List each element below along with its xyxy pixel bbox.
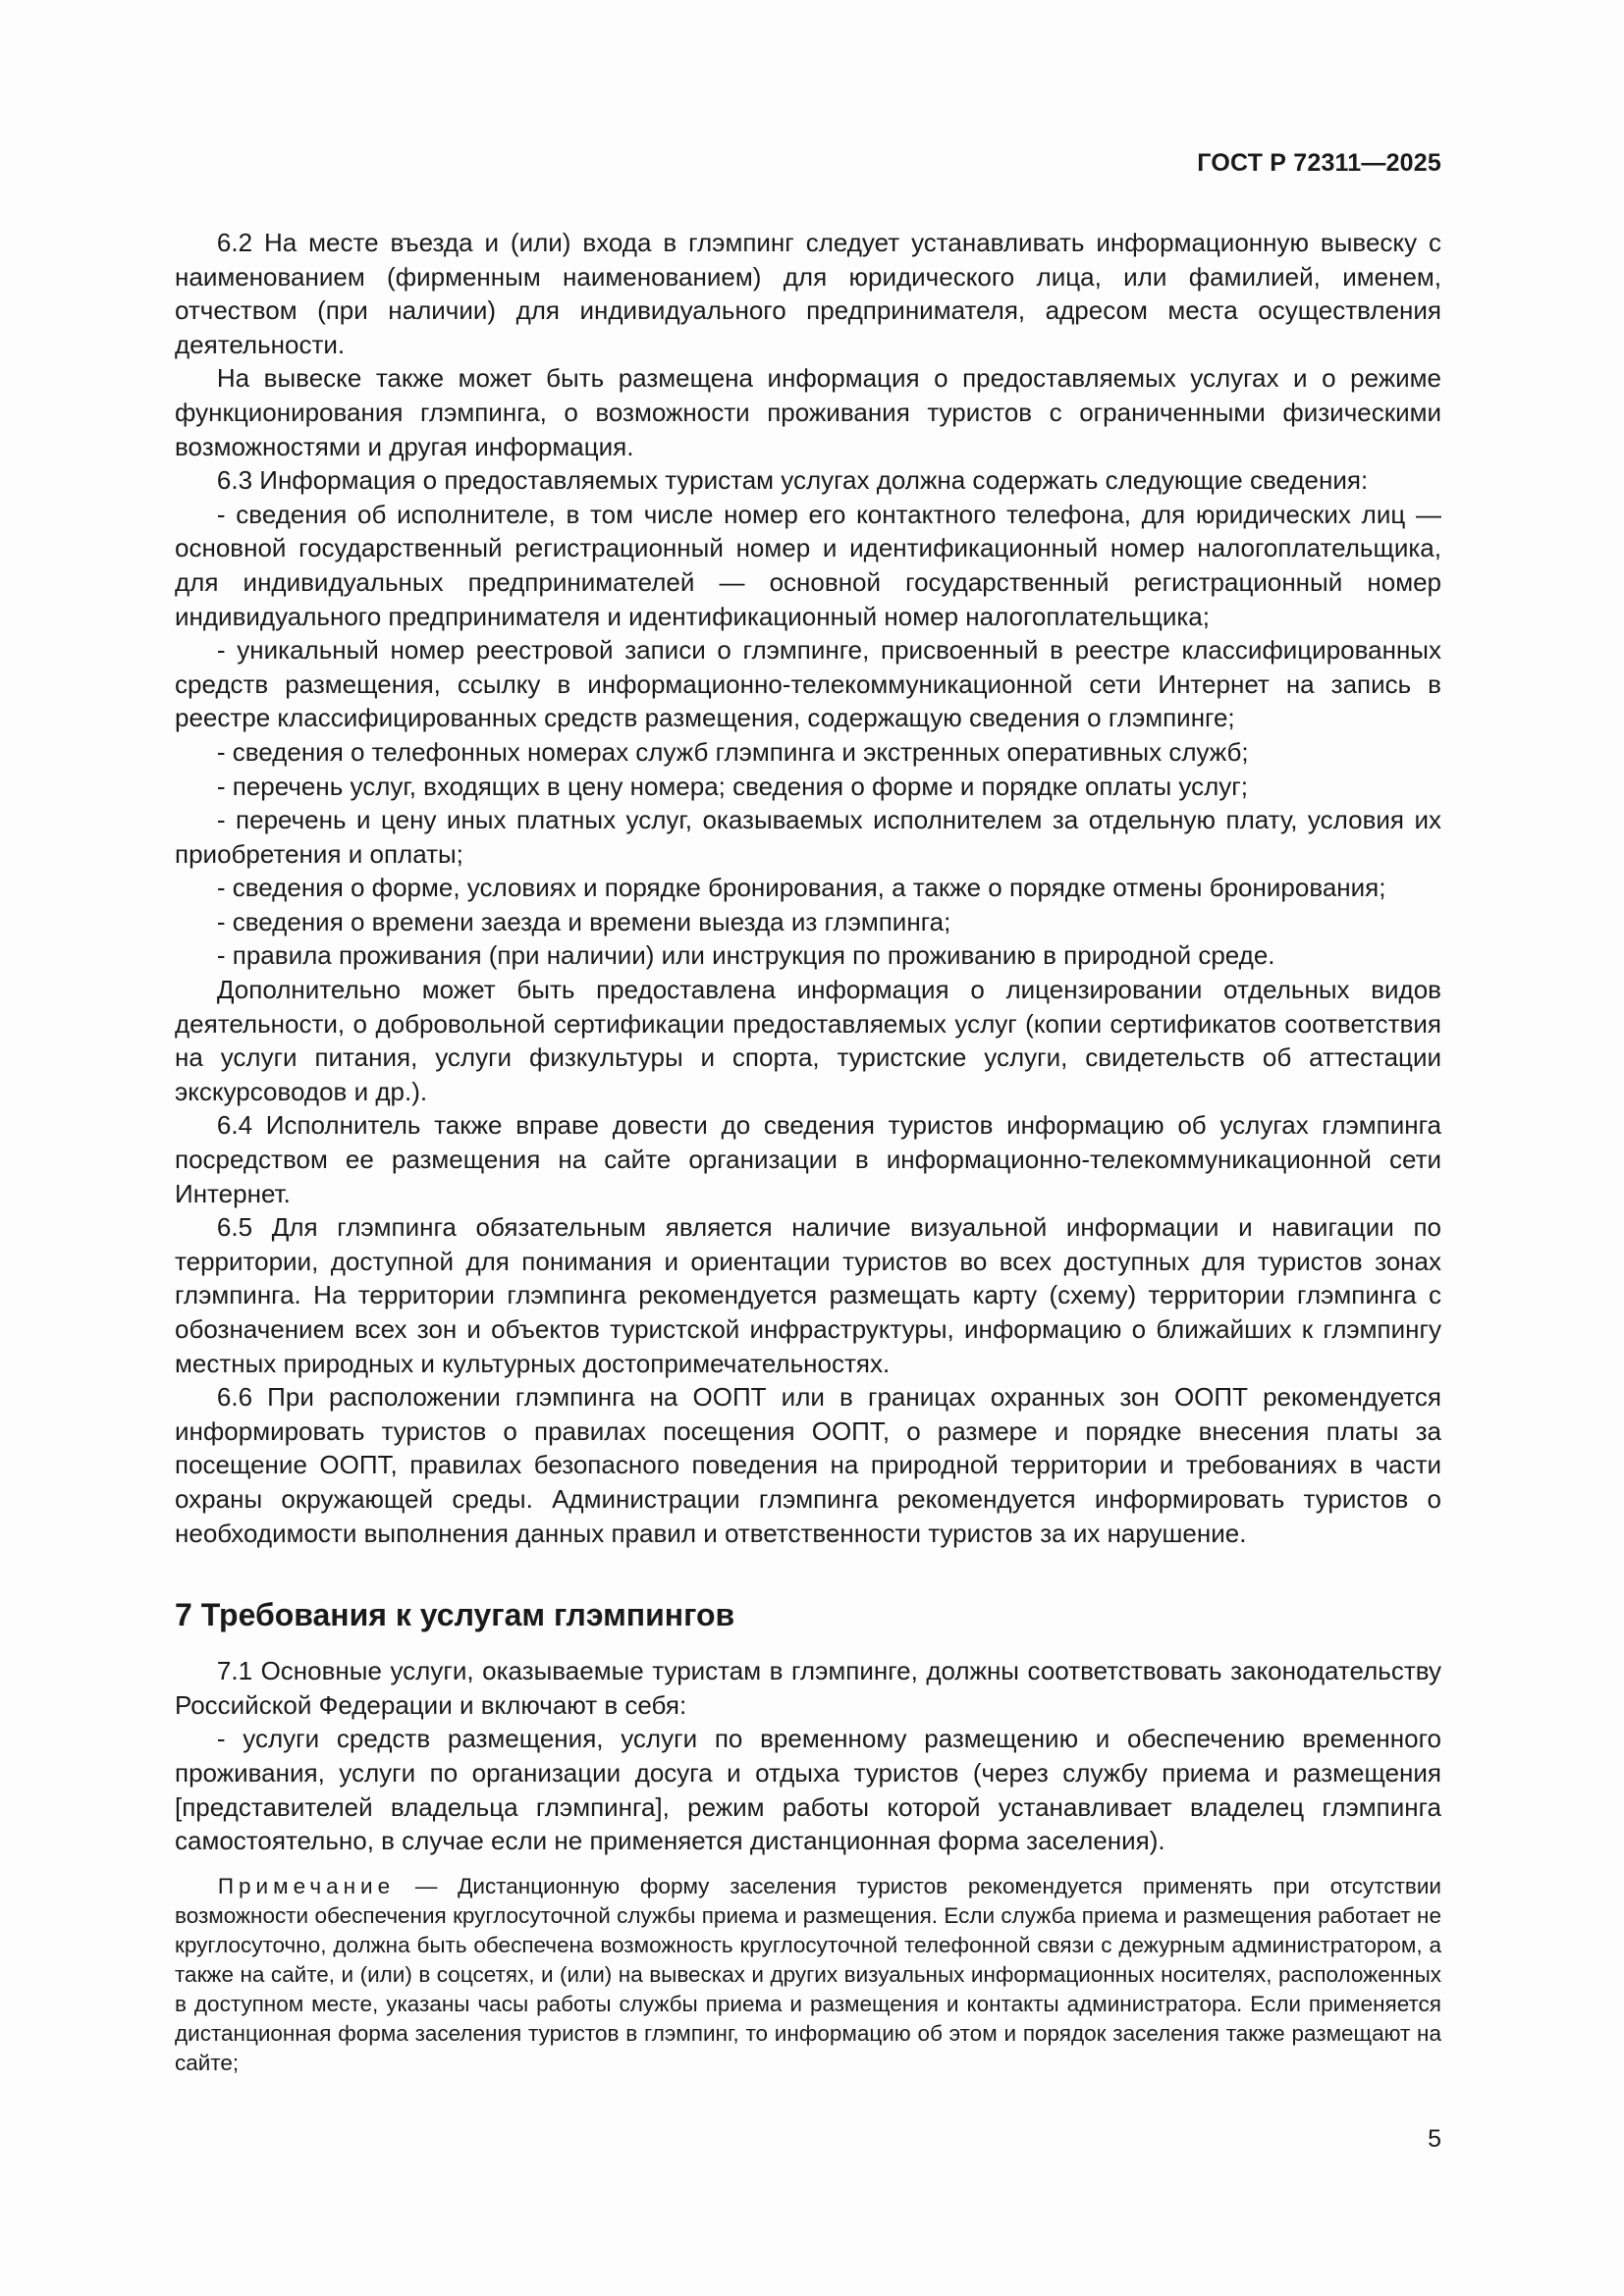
list-item: - сведения об исполнителе, в том числе номер его контактного телефона, для юридических лиц — основной государственный регистрационный номер и идентификационный номер налогоплательщика, для индивидуальных предпринимателей — основной государственный регистрационный номер индивидуального предпринимателя и идентификационный номер налогоплательщика; [175, 499, 1441, 631]
document-code: ГОСТ Р 72311—2025 [1197, 149, 1441, 177]
paragraph-6-2: 6.2 На месте въезда и (или) входа в глэмпинг следует устанавливать информационную вывеску с наименованием (фирменным наименованием) для юридического лица, или фамилией, именем, отчеством (при наличии) для индивидуального предпринимателя, адресом места осуществления деятельности. [175, 228, 1441, 359]
document-body [175, 226, 1441, 2078]
note-label: Примечание [217, 1873, 396, 1898]
paragraph-6-4: 6.4 Исполнитель также вправе довести до сведения туристов информацию об услугах глэмпинга посредством ее размещения на сайте организации в информационно-телекоммуникационной сети Интернет. [175, 1110, 1441, 1208]
paragraph-6-6: 6.6 При расположении глэмпинга на ООПТ или в границах охранных зон ООПТ рекомендуется информировать туристов о правилах посещения ООПТ, о размере и порядке внесения платы за посещение ООПТ, правилах безопасного поведения на природной территории и требованиях в части охраны окружающей среды. Администрации глэмпинга рекомендуется информировать туристов о необходимости выполнения данных правил и ответственности туристов за их нарушение. [175, 1382, 1441, 1548]
list-item: - уникальный номер реестровой записи о глэмпинге, присвоенный в реестре классифицированных средств размещения, ссылку в информационно-телекоммуникационной сети Интернет на запись в реестре классифицированных средств размещения, содержащую сведения о глэмпинге; [175, 635, 1441, 733]
paragraph-7-1: 7.1 Основные услуги, оказываемые туристам в глэмпинге, должны соответствовать законодательству Российской Федерации и включают в себя: [175, 1656, 1441, 1720]
note-text: — Дистанционную форму заселения туристов рекомендуется применять при отсутствии возможности обеспечения круглосуточной службы приема и размещения. Если служба приема и размещения работает не круглосуточно, должна быть обеспечена возможность круглосуточной телефонной связи с дежурным администратором, а также на сайте, и (или) в соцсетях, и (или) на вывесках и других визуальных информационных носителях, расположенных в доступном месте, указаны часы работы службы приема и размещения и контакты администратора. Если применяется дистанционная форма заселения туристов в глэмпинг, то информацию об этом и порядок заселения также размещают на сайте; [175, 1873, 1441, 2075]
paragraph-6-5: 6.5 Для глэмпинга обязательным является наличие визуальной информации и навигации по территории, доступной для понимания и ориентации туристов во всех доступных для туристов зонах глэмпинга. На территории глэмпинга рекомендуется размещать карту (схему) территории глэмпинга с обозначением всех зон и объектов туристской инфраструктуры, информацию о ближайших к глэмпингу местных природных и культурных достопримечательностях. [175, 1212, 1441, 1378]
list-item: - перечень и цену иных платных услуг, оказываемых исполнителем за отдельную плату, условия их приобретения и оплаты; [175, 805, 1441, 869]
list-item: - сведения о телефонных номерах служб глэмпинга и экстренных оперативных служб; [216, 736, 1249, 767]
paragraph-6-3: 6.3 Информация о предоставляемых туристам услугах должна содержать следующие сведения: [216, 465, 1369, 496]
paragraph-6-3-additional: Дополнительно может быть предоставлена информация о лицензировании отдельных видов деятельности, о добровольной сертификации предоставляемых услуг (копии сертификатов соответствия на услуги питания, услуги физкультуры и спорта, туристские услуги, свидетельств об аттестации экскурсоводов и др.). [175, 975, 1441, 1106]
list-item: - сведения о форме, условиях и порядке бронирования, а также о порядке отмены бронирования; [216, 873, 1386, 903]
page-number: 5 [1428, 2125, 1441, 2153]
paragraph-6-2-continuation: На вывеске также может быть размещена информация о предоставляемых услугах и о режиме функционирования глэмпинга, о возможности проживания туристов с ограниченными физическими возможностями и другая информация. [175, 363, 1441, 461]
list-item: - услуги средств размещения, услуги по временному размещению и обеспечению временного проживания, услуги по организации досуга и отдыха туристов (через службу приема и размещения [представителей владельца глэмпинга], режим работы которой устанавливает владелец глэмпинга самостоятельно, в случае если не применяется дистанционная форма заселения). [175, 1724, 1441, 1856]
list-item: - перечень услуг, входящих в цену номера; сведения о форме и порядке оплаты услуг; [216, 771, 1248, 801]
note-block [175, 1872, 1441, 2078]
section-7-heading: 7 Требования к услугам глэмпингов [175, 1597, 735, 1633]
list-item: - правила проживания (при наличии) или инструкция по проживанию в природной среде. [216, 940, 1275, 971]
list-item: - сведения о времени заезда и времени выезда из глэмпинга; [216, 906, 951, 936]
